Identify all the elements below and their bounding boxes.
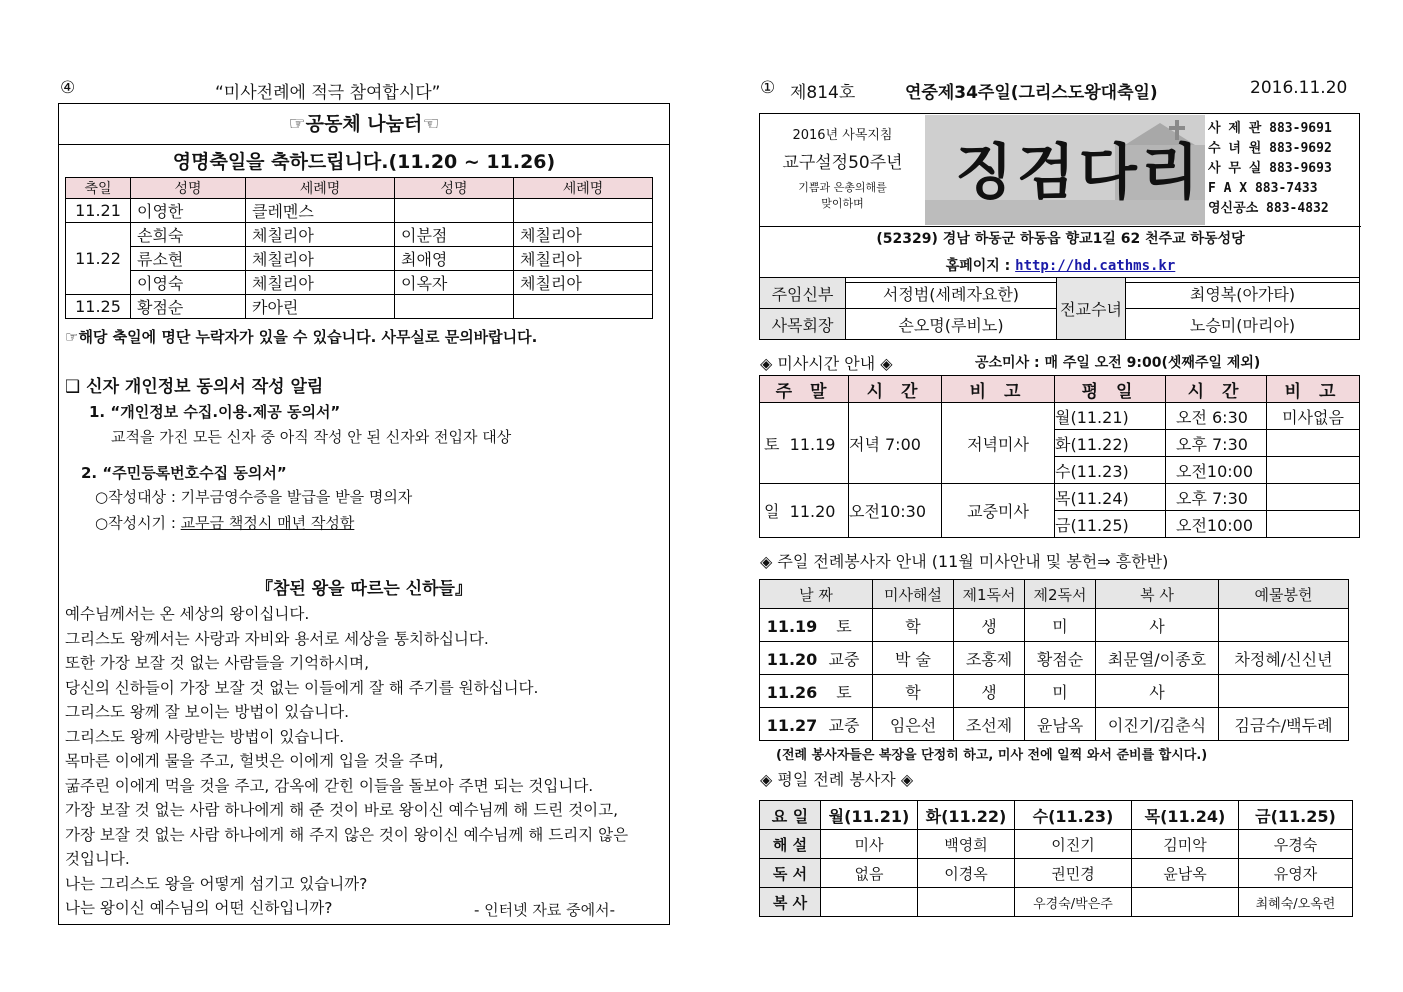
baptismal-name: 체칠리아 bbox=[246, 271, 395, 295]
col-weekday-time: 시 간 bbox=[1166, 376, 1267, 403]
servers-note: (전례 봉사자들은 복장을 단정히 하고, 미사 전에 일찍 와서 준비를 합시다.) bbox=[776, 748, 1208, 763]
anniversary-subtitle-line: 기쁨과 은총의해를 bbox=[798, 181, 887, 194]
poem-line: 그리스도 왕께 잘 보이는 방법이 있습니다. bbox=[65, 703, 350, 721]
weekday-day: 목(11.24) bbox=[1055, 484, 1166, 511]
person-name bbox=[395, 199, 514, 223]
church-address: (52329) 경남 하동군 하동읍 향교1길 62 천주교 하동성당 bbox=[876, 231, 1245, 247]
server-cell: 없음 bbox=[821, 859, 918, 888]
server-cell: 김미악 bbox=[1132, 830, 1239, 859]
contact-rectory: 사 제 관 883-9691 bbox=[1208, 121, 1332, 136]
table-row bbox=[760, 888, 1353, 917]
server-mass-type: 교중 bbox=[828, 715, 860, 735]
server-date bbox=[760, 642, 873, 675]
sister-name-1: 최영복(아가타) bbox=[1126, 278, 1360, 309]
feast-date: 11.22 bbox=[66, 223, 131, 295]
baptismal-name bbox=[514, 199, 653, 223]
baptismal-name: 체칠리아 bbox=[514, 247, 653, 271]
person-name: 손희숙 bbox=[131, 223, 246, 247]
weekday-note bbox=[1267, 511, 1360, 538]
server-mass-type: 교중 bbox=[828, 649, 860, 669]
pastoral-theme-box bbox=[761, 115, 924, 225]
server-offering: 김금수/백두례 bbox=[1219, 708, 1349, 741]
poem-title: 『참된 왕을 따르는 신하들』 bbox=[256, 579, 472, 599]
issue-number: 제814호 bbox=[790, 83, 856, 103]
col-weekday-note: 비 고 bbox=[1267, 376, 1360, 403]
poem-source: - 인터넷 자료 중에서- bbox=[474, 901, 616, 919]
privacy-heading: ❑ 신자 개인정보 동의서 작성 알림 bbox=[65, 377, 324, 397]
contact-fax: F A X 883-7433 bbox=[1208, 181, 1318, 196]
server-commentator: 박 술 bbox=[873, 642, 954, 675]
feast-day-title: 영명축일을 축하드립니다.(11.20 ~ 11.26) bbox=[172, 151, 556, 173]
table-row bbox=[66, 247, 653, 271]
person-name: 황점순 bbox=[131, 295, 246, 319]
feast-date: 11.21 bbox=[66, 199, 131, 223]
server-reader1: 조홍제 bbox=[954, 642, 1025, 675]
server-date-value: 11.26 bbox=[766, 682, 818, 702]
role-label: 복 사 bbox=[760, 888, 821, 917]
poem-line: 가장 보잘 것 없는 사람 하나에게 해 준 것이 바로 왕이신 예수님께 해 드린 것이고, bbox=[65, 801, 619, 819]
role-label: 해 설 bbox=[760, 830, 821, 859]
person-name: 이영숙 bbox=[131, 271, 246, 295]
privacy-item2-when bbox=[95, 512, 354, 533]
col-name-2: 성명 bbox=[395, 178, 514, 199]
baptismal-name: 카아린 bbox=[246, 295, 395, 319]
server-cell: 우경숙/박은주 bbox=[1015, 888, 1132, 917]
server-altar: 사 bbox=[1096, 675, 1219, 708]
weekend-date: 11.20 bbox=[789, 502, 836, 521]
server-reader1: 조선제 bbox=[954, 708, 1025, 741]
weekday-note bbox=[1267, 430, 1360, 457]
staff-table bbox=[759, 277, 1360, 340]
table-row bbox=[760, 830, 1353, 859]
server-altar: 최문열/이종호 bbox=[1096, 642, 1219, 675]
contact-office: 사 무 실 883-9693 bbox=[1208, 161, 1332, 176]
contact-mission: 영신공소 883-4832 bbox=[1208, 201, 1329, 216]
col-weekday: 평 일 bbox=[1055, 376, 1166, 403]
server-cell: 유영자 bbox=[1239, 859, 1353, 888]
server-commentator: 학 bbox=[873, 675, 954, 708]
mission-mass-note: 공소미사 : 매 주일 오전 9:00(셋째주일 제외) bbox=[975, 355, 1261, 371]
col-baptismal-name-2: 세례명 bbox=[514, 178, 653, 199]
bulletin-logo bbox=[925, 115, 1205, 225]
poem-line: 또한 가장 보잘 것 없는 사람들을 기억하시며, bbox=[65, 654, 370, 672]
anniversary-title: 교구설정50주년 bbox=[782, 153, 903, 173]
community-section-title: ☞공동체 나눔터☜ bbox=[59, 104, 669, 145]
server-date-value: 11.19 bbox=[766, 616, 818, 636]
col-fri: 금(11.25) bbox=[1239, 801, 1353, 830]
poem-line: 그리스도 왕께서는 사랑과 자비와 용서로 세상을 통치하십니다. bbox=[65, 629, 489, 648]
col-commentator: 미사해설 bbox=[873, 580, 954, 609]
col-date: 날 짜 bbox=[760, 580, 873, 609]
person-name: 이옥자 bbox=[395, 271, 514, 295]
baptismal-name: 체칠리아 bbox=[514, 223, 653, 247]
pastor-name: 서정범(세례자요한) bbox=[846, 278, 1057, 309]
server-commentator: 임은선 bbox=[873, 708, 954, 741]
homepage-label: 홈페이지 : bbox=[945, 258, 1016, 274]
col-name: 성명 bbox=[131, 178, 246, 199]
col-weekend-time: 시 간 bbox=[849, 376, 942, 403]
server-mass-type: 토 bbox=[836, 682, 852, 702]
masthead bbox=[759, 113, 1360, 283]
table-row bbox=[760, 859, 1353, 888]
col-offering: 예물봉헌 bbox=[1219, 580, 1349, 609]
table-row bbox=[760, 642, 1349, 675]
server-cell: 권민경 bbox=[1015, 859, 1132, 888]
feast-date: 11.25 bbox=[66, 295, 131, 319]
server-offering bbox=[1219, 609, 1349, 642]
baptismal-name: 클레멘스 bbox=[246, 199, 395, 223]
mass-time-heading: ◈ 미사시간 안내 ◈ bbox=[760, 354, 893, 373]
person-name: 류소현 bbox=[131, 247, 246, 271]
server-cell: 최혜숙/오옥련 bbox=[1239, 888, 1353, 917]
poem-line: 굶주린 이에게 먹을 것을 주고, 감옥에 갇힌 이들을 돌보아 주면 되는 것입니다. bbox=[65, 776, 594, 795]
logo-title: 징검다리 bbox=[955, 138, 1203, 208]
poem-line: 그리스도 왕께 사랑받는 방법이 있습니다. bbox=[65, 727, 345, 746]
table-row bbox=[760, 708, 1349, 741]
sunday-servers-table bbox=[759, 579, 1349, 741]
table-row bbox=[66, 295, 653, 319]
right-page-number: ① bbox=[760, 78, 776, 98]
weekday-day: 월(11.21) bbox=[1055, 403, 1166, 430]
sister-label: 전교수녀 bbox=[1057, 278, 1126, 340]
left-page-motto: “미사전례에 적극 참여합시다” bbox=[215, 83, 441, 103]
server-mass-type: 토 bbox=[836, 616, 852, 636]
feast-note: ☞해당 축일에 명단 누락자가 있을 수 있습니다. 사무실로 문의바랍니다. bbox=[65, 328, 538, 346]
col-feast-date: 축일 bbox=[66, 178, 131, 199]
weekday-servers-table bbox=[759, 800, 1353, 917]
server-reader2: 미 bbox=[1025, 675, 1096, 708]
poem-line: 나는 왕이신 예수님의 어떤 신하입니까? bbox=[65, 899, 333, 917]
server-cell: 우경숙 bbox=[1239, 830, 1353, 859]
table-row bbox=[66, 223, 653, 247]
table-row bbox=[66, 199, 653, 223]
weekday-day: 화(11.22) bbox=[1055, 430, 1166, 457]
server-reader1: 생 bbox=[954, 675, 1025, 708]
server-date-value: 11.27 bbox=[766, 715, 818, 735]
weekday-note: 미사없음 bbox=[1267, 403, 1360, 430]
baptismal-name: 체칠리아 bbox=[246, 247, 395, 271]
weekday-time: 오전10:00 bbox=[1166, 457, 1267, 484]
anniversary-subtitle-line: 맞이하며 bbox=[821, 197, 864, 210]
person-name bbox=[395, 295, 514, 319]
sunday-servers-heading: ◈ 주일 전례봉사자 안내 (11월 미사안내 및 봉헌⇒ 흥한반) bbox=[760, 552, 1169, 571]
sister-name-2: 노승미(마리아) bbox=[1126, 309, 1360, 340]
poem-line: 당신의 신하들이 가장 보잘 것 없는 이들에게 잘 해 주기를 원하십니다. bbox=[65, 678, 539, 697]
anniversary-subtitle bbox=[761, 180, 924, 212]
poem-line: 것입니다. bbox=[65, 850, 130, 868]
mass-time-table bbox=[759, 375, 1360, 538]
poem-line: 목마른 이에게 물을 주고, 헐벗은 이에게 입을 것을 주며, bbox=[65, 752, 444, 770]
person-name: 이분점 bbox=[395, 223, 514, 247]
left-page-box bbox=[58, 103, 670, 925]
baptismal-name: 체칠리아 bbox=[514, 271, 653, 295]
weekend-time: 오전10:30 bbox=[849, 484, 942, 538]
col-weekend: 주 말 bbox=[760, 376, 849, 403]
col-reader2: 제2독서 bbox=[1025, 580, 1096, 609]
col-weekend-note: 비 고 bbox=[942, 376, 1055, 403]
baptismal-name: 체칠리아 bbox=[246, 223, 395, 247]
col-baptismal-name: 세례명 bbox=[246, 178, 395, 199]
pastor-label: 주임신부 bbox=[760, 278, 846, 309]
server-cell: 윤남옥 bbox=[1132, 859, 1239, 888]
weekend-day: 일 bbox=[764, 502, 780, 521]
table-row bbox=[760, 609, 1349, 642]
weekday-time: 오전 6:30 bbox=[1166, 403, 1267, 430]
weekday-note bbox=[1267, 484, 1360, 511]
col-altar-server: 복 사 bbox=[1096, 580, 1219, 609]
server-cell bbox=[1132, 888, 1239, 917]
server-date bbox=[760, 609, 873, 642]
weekday-day: 금(11.25) bbox=[1055, 511, 1166, 538]
masthead-divider bbox=[760, 226, 1361, 227]
server-reader2: 미 bbox=[1025, 609, 1096, 642]
weekend-time: 저녁 7:00 bbox=[849, 403, 942, 484]
poem-line: 예수님께서는 온 세상의 왕이십니다. bbox=[65, 605, 310, 623]
server-reader1: 생 bbox=[954, 609, 1025, 642]
person-name: 최애영 bbox=[395, 247, 514, 271]
server-cell: 이진기 bbox=[1015, 830, 1132, 859]
issue-date: 2016.11.20 bbox=[1250, 78, 1348, 98]
server-cell: 백영희 bbox=[918, 830, 1015, 859]
homepage-line bbox=[760, 255, 1361, 275]
privacy-item2-when-value: 교무금 책정시 매년 작성함 bbox=[180, 514, 355, 532]
col-reader1: 제1독서 bbox=[954, 580, 1025, 609]
poem-line: 가장 보잘 것 없는 사람 하나에게 해 주지 않은 것이 왕이신 예수님께 해 드리지 않은 bbox=[65, 825, 629, 844]
left-page-number: ④ bbox=[60, 78, 76, 98]
server-reader2: 윤남옥 bbox=[1025, 708, 1096, 741]
privacy-item2-when-label: ○작성시기 : bbox=[95, 514, 181, 532]
weekend-sun-cell bbox=[760, 484, 849, 538]
weekday-servers-heading: ◈ 평일 전례 봉사자 ◈ bbox=[760, 770, 914, 789]
server-offering bbox=[1219, 675, 1349, 708]
weekday-day: 수(11.23) bbox=[1055, 457, 1166, 484]
council-label: 사목회장 bbox=[760, 309, 846, 340]
server-reader2: 황점순 bbox=[1025, 642, 1096, 675]
weekend-note: 교중미사 bbox=[942, 484, 1055, 538]
col-day: 요 일 bbox=[760, 801, 821, 830]
server-cell: 이경옥 bbox=[918, 859, 1015, 888]
col-thu: 목(11.24) bbox=[1132, 801, 1239, 830]
weekend-date: 11.19 bbox=[789, 434, 836, 454]
server-commentator: 학 bbox=[873, 609, 954, 642]
server-date bbox=[760, 708, 873, 741]
col-tue: 화(11.22) bbox=[918, 801, 1015, 830]
weekend-day: 토 bbox=[764, 434, 780, 454]
weekend-note: 저녁미사 bbox=[942, 403, 1055, 484]
privacy-item1-title: 1. “개인정보 수집.이용.제공 동의서” bbox=[89, 403, 341, 421]
table-header-row bbox=[66, 178, 653, 199]
server-date bbox=[760, 675, 873, 708]
poem-line: 나는 그리스도 왕을 어떻게 섬기고 있습니까? bbox=[65, 874, 368, 893]
weekday-time: 오전10:00 bbox=[1166, 511, 1267, 538]
server-altar: 이진기/김춘식 bbox=[1096, 708, 1219, 741]
col-mon: 월(11.21) bbox=[821, 801, 918, 830]
server-cell: 미사 bbox=[821, 830, 918, 859]
table-row bbox=[760, 675, 1349, 708]
weekday-time: 오후 7:30 bbox=[1166, 430, 1267, 457]
privacy-item1-body: 교적을 가진 모든 신자 중 아직 작성 안 된 신자와 전입자 대상 bbox=[111, 428, 512, 446]
homepage-link[interactable]: http://hd.cathms.kr bbox=[1015, 258, 1176, 274]
pastoral-year: 2016년 사목지침 bbox=[792, 128, 893, 143]
privacy-item2-title: 2. “주민등록번호수집 동의서” bbox=[81, 464, 287, 482]
person-name: 이영한 bbox=[131, 199, 246, 223]
server-offering: 차정혜/신신년 bbox=[1219, 642, 1349, 675]
server-cell bbox=[918, 888, 1015, 917]
weekday-note bbox=[1267, 457, 1360, 484]
privacy-item2-target: ○작성대상 : 기부금영수증을 발급을 받을 명의자 bbox=[95, 488, 413, 506]
weekday-time: 오후 7:30 bbox=[1166, 484, 1267, 511]
table-row bbox=[66, 271, 653, 295]
role-label: 독 서 bbox=[760, 859, 821, 888]
council-name: 손오명(루비노) bbox=[846, 309, 1057, 340]
server-altar: 사 bbox=[1096, 609, 1219, 642]
weekend-sat-cell bbox=[760, 403, 849, 484]
contact-list bbox=[1208, 119, 1358, 219]
baptismal-name bbox=[514, 295, 653, 319]
contact-convent: 수 녀 원 883-9692 bbox=[1208, 141, 1332, 156]
server-date-value: 11.20 bbox=[766, 649, 818, 669]
server-cell bbox=[821, 888, 918, 917]
feast-day-table bbox=[65, 177, 653, 319]
poem-body bbox=[65, 602, 665, 921]
sunday-title: 연중제34주일(그리스도왕대축일) bbox=[905, 83, 1158, 103]
col-wed: 수(11.23) bbox=[1015, 801, 1132, 830]
